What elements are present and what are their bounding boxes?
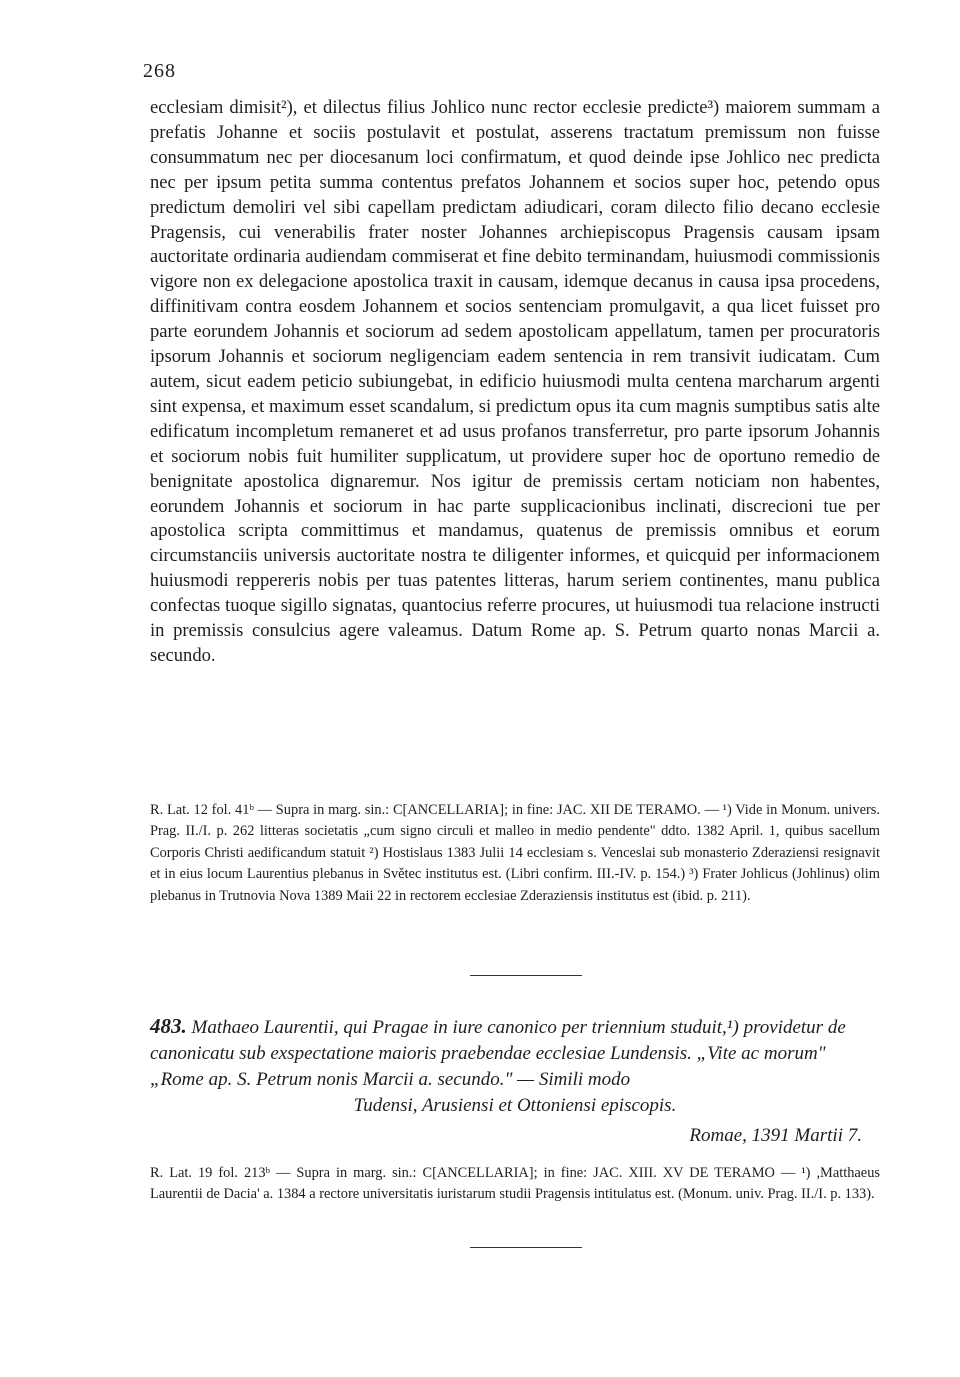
- document-heading: [150, 1013, 880, 1119]
- page-number: 268: [143, 60, 176, 82]
- heading-last-line: Tudensi, Arusiensi et Ottoniensi episcopis.: [353, 1095, 677, 1116]
- footnotes-block-2: R. Lat. 19 fol. 213ᵇ — Supra in marg. sin.: C[ANCELLARIA]; in fine: JAC. XIII. XV DE TERAMO — ¹) ,Matthaeus Laurentii de Dacia' a. 1384 a rectore universitatis iuristarum studii Pragensis intitulatus est. (Monum. univ. Prag. II./I. p. 133).: [150, 1165, 880, 1203]
- footnotes-block-1: R. Lat. 12 fol. 41ᵇ — Supra in marg. sin.: C[ANCELLARIA]; in fine: JAC. XII DE TERAMO. — ¹) Vide in Monum. univers. Prag. II./I. p. 262 litteras societatis „cum signo circuli et malleo in medio pendente" ddto. 1382 April. 1, quibus sacellum Corporis Christi aedificandum statuit ²) Hostislaus 1383 Julii 14 ecclesiam s. Venceslai sub monasterio Zderaziensi resignavit et in eius locum Laurentius plebanus in Světec institutus est. (Libri confirm. III.-IV. p. 154.) ³) Frater Johlicus (Johlinus) olim plebanus in Trutnovia Nova 1389 Maii 22 in rectorem ecclesiae Zderaziensis institutus est (ibid. p. 211).: [150, 802, 880, 904]
- divider-rule: [470, 975, 582, 976]
- divider-rule-bottom: [470, 1247, 582, 1248]
- document-number: 483.: [150, 1014, 187, 1038]
- main-body-text: ecclesiam dimisit²), et dilectus filius Johlico nunc rector ecclesie predicte³) maiorem summam a prefatis Johanne et sociis postulavit et postulat, asserens tractatum premissum non fuisse consummatum nec per diocesanum loci confirmatum, et quod deinde ipse Johlico nec predicta nec per ipsum petita summa contentus prefatos Johannem et socios super hoc, petendo opus predictum demoliri vel sibi capellam predictam adiudicari, coram dilecto filio decano ecclesie Pragensis, cui venerabilis frater noster Johannes archiepiscopus Pragensis causam ipsam auctoritate ordinaria audiendam commiserat et fine debito terminandam, huiusmodi commissionis vigore non ex delegacione apostolica traxit in causam, idemque decanus in causa ipsa procedens, diffinitivam contra eosdem Johannem et socios sentenciam promulgavit, a qua licet fuisset pro parte eorundem Johannis et sociorum ad sedem apostolicam appellatum, tamen per procuratoris ipsorum Johannis et sociorum negligenciam eadem sentencia in rem transivit iudicatam. Cum autem, sicut eadem peticio subiungebat, in edificio huiusmodi multa centena marcharum argenti sint expensa, et maximum esset scandalum, si predictum opus ita cum magnis sumptibus satis alte edificatum incompletum remaneret et ad usus profanos transferretur, pro parte ipsorum Johannis et sociorum nobis fuit humiliter supplicatum, ut providere super hoc de oportuno remedio de benignitate apostolica dignaremur. Nos igitur de premissis certam noticiam non habentes, eorundem Johannis et sociorum in hac parte supplicacionibus inclinati, discrecioni tue per apostolica scripta committimus et mandamus, quatenus de premissis omnibus et eorum circumstanciis universis auctoritate nostra te diligenter informes, et quicquid per informacionem huiusmodi reppereris nobis per tuas patentes litteras, harum seriem continentes, manu publica confectas tuoque sigillo signatas, quantocius referre procures, ut huiusmodi tua relacione instructi in premissis consulcius agere valeamus. Datum Rome ap. S. Petrum quarto nonas Marcii a. secundo.: [150, 97, 880, 666]
- date-line: Romae, 1391 Martii 7.: [689, 1125, 862, 1146]
- heading-text: Mathaeo Laurentii, qui Pragae in iure canonico per triennium studuit,¹) providetur de canonicatu sub exspectatione maioris praebendae ecclesiae Lundensis. „Vite ac morum" „Rome ap. S. Petrum nonis Marcii a. secundo." — Simili modo: [150, 1017, 846, 1090]
